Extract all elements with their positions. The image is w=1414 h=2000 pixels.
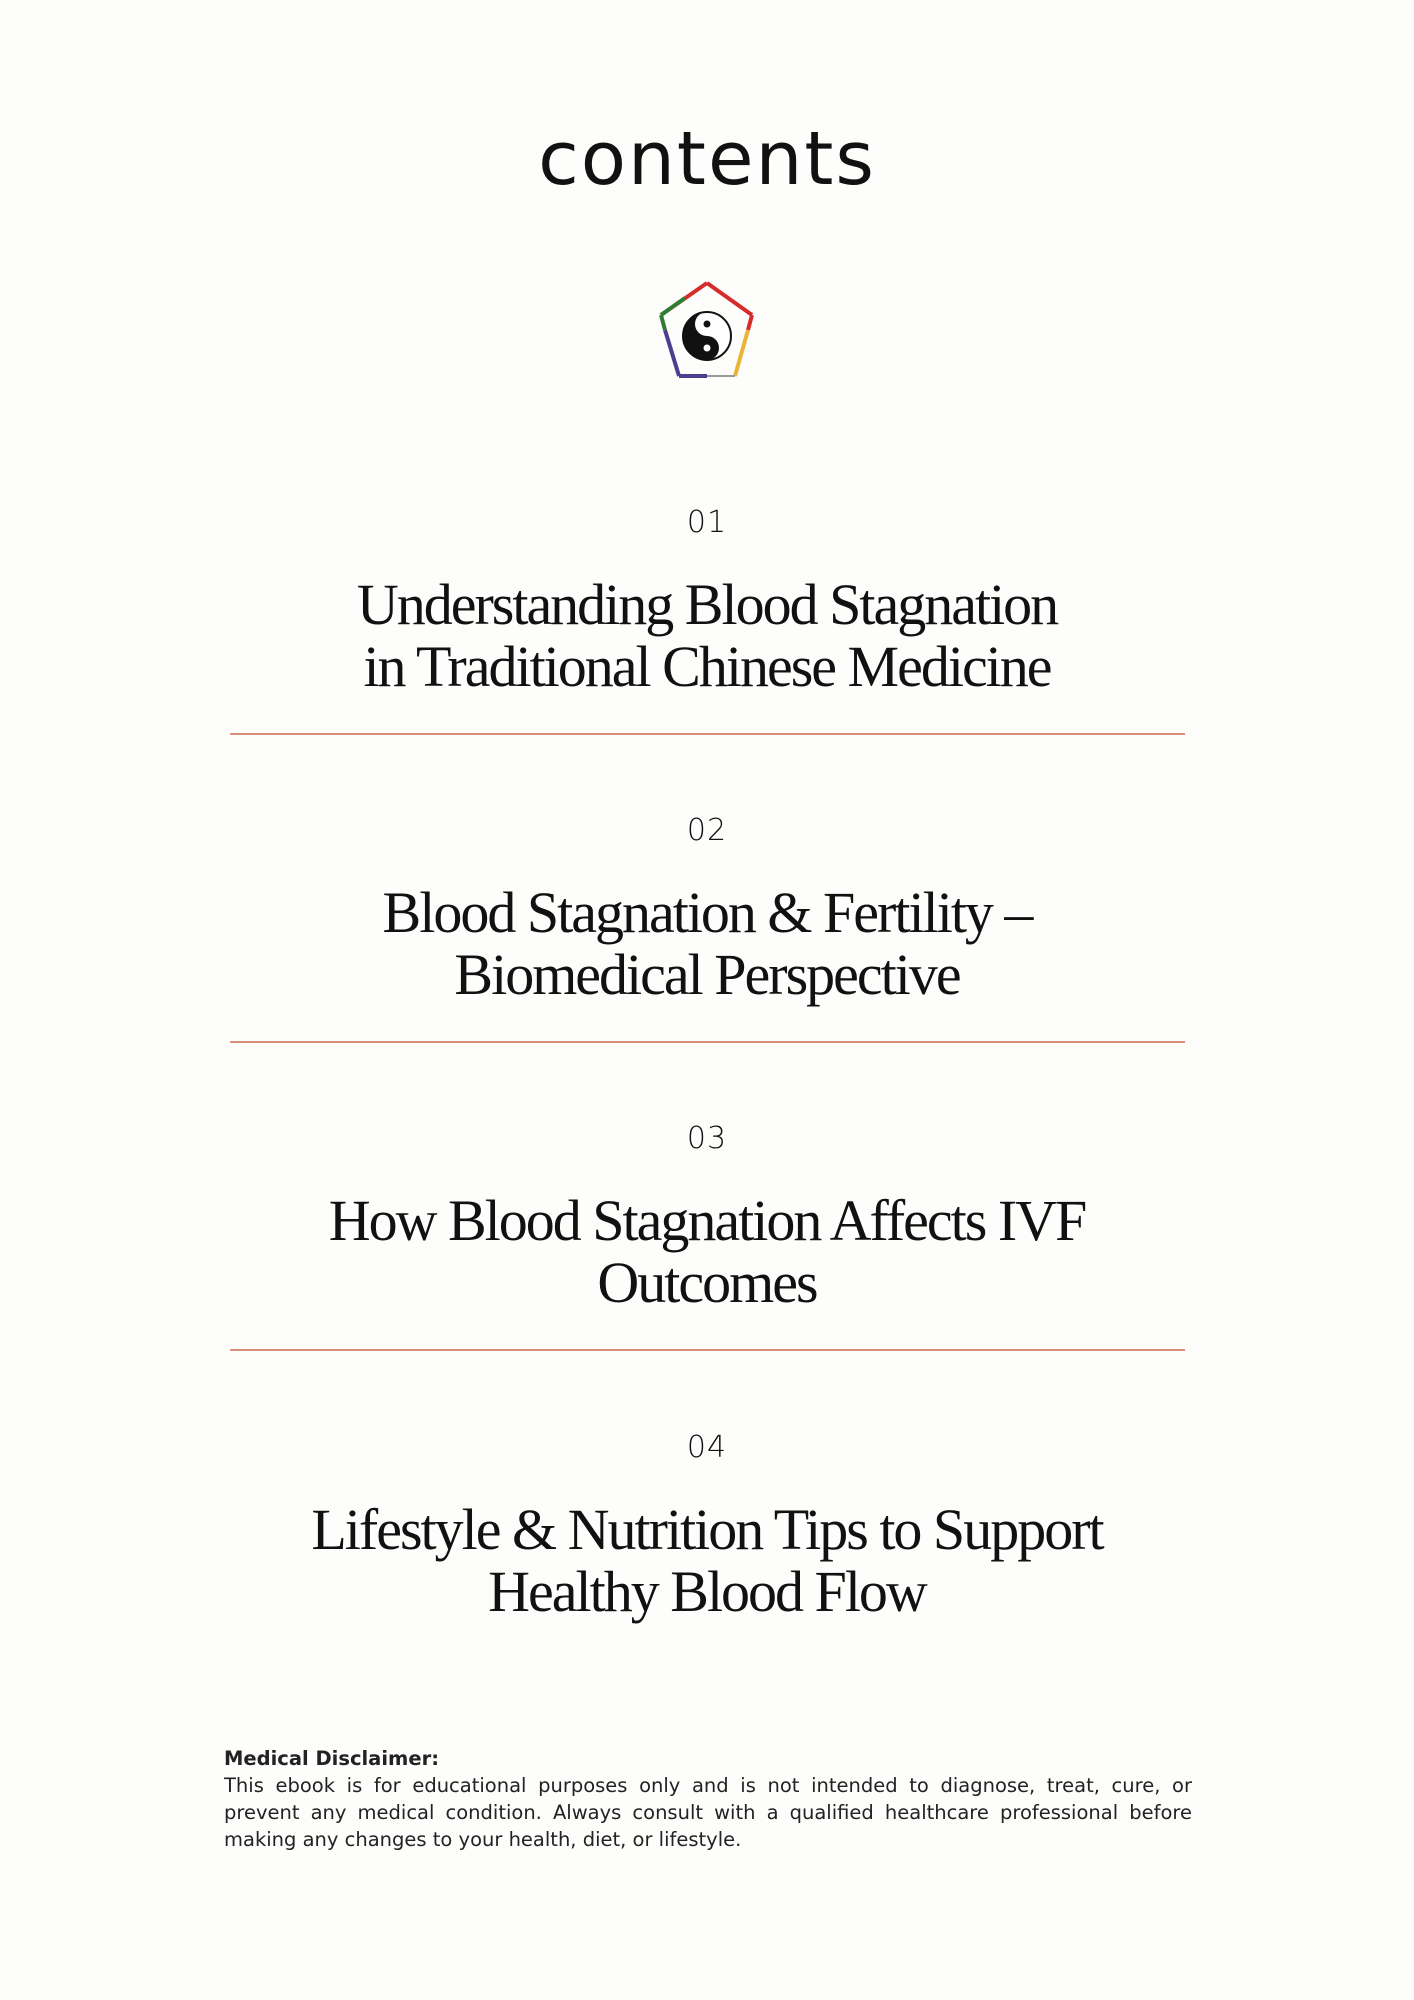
toc-entry-04[interactable]	[0, 1430, 1414, 1624]
divider	[230, 1041, 1185, 1043]
toc-heading-line: Healthy Blood Flow	[488, 1559, 926, 1624]
page-title: contents	[538, 116, 876, 202]
toc-heading	[0, 882, 1414, 1006]
toc-heading-line: Outcomes	[597, 1250, 817, 1315]
toc-entry-01[interactable]	[0, 505, 1414, 699]
toc-heading	[0, 1499, 1414, 1623]
divider	[230, 1349, 1185, 1351]
toc-number: 02	[686, 813, 728, 848]
divider	[230, 733, 1185, 735]
toc-number: 01	[686, 505, 728, 540]
medical-disclaimer	[224, 1745, 1192, 1853]
toc-heading-line: Biomedical Perspective	[454, 942, 960, 1007]
toc-heading-line: Understanding Blood Stagnation	[356, 572, 1058, 637]
toc-heading-line: Lifestyle & Nutrition Tips to Support	[311, 1497, 1103, 1562]
toc-heading-line: Blood Stagnation & Fertility –	[382, 880, 1032, 945]
pentagon-yin-yang-icon	[657, 278, 757, 386]
toc-heading-line: in Traditional Chinese Medicine	[363, 634, 1051, 699]
disclaimer-title: Medical Disclaimer:	[224, 1747, 439, 1770]
disclaimer-body: This ebook is for educational purposes only and is not intended to diagnose, treat, cure, or prevent any medical condition. Always consult with a qualified healthcare professional before making any changes to your health, diet, or lifestyle.	[224, 1774, 1192, 1851]
toc-number: 04	[686, 1430, 728, 1465]
toc-entry-03[interactable]	[0, 1121, 1414, 1315]
toc-entry-02[interactable]	[0, 813, 1414, 1007]
toc-heading	[0, 574, 1414, 698]
toc-heading-line: How Blood Stagnation Affects IVF	[328, 1188, 1086, 1253]
toc-number: 03	[686, 1121, 728, 1156]
toc-heading	[0, 1190, 1414, 1314]
